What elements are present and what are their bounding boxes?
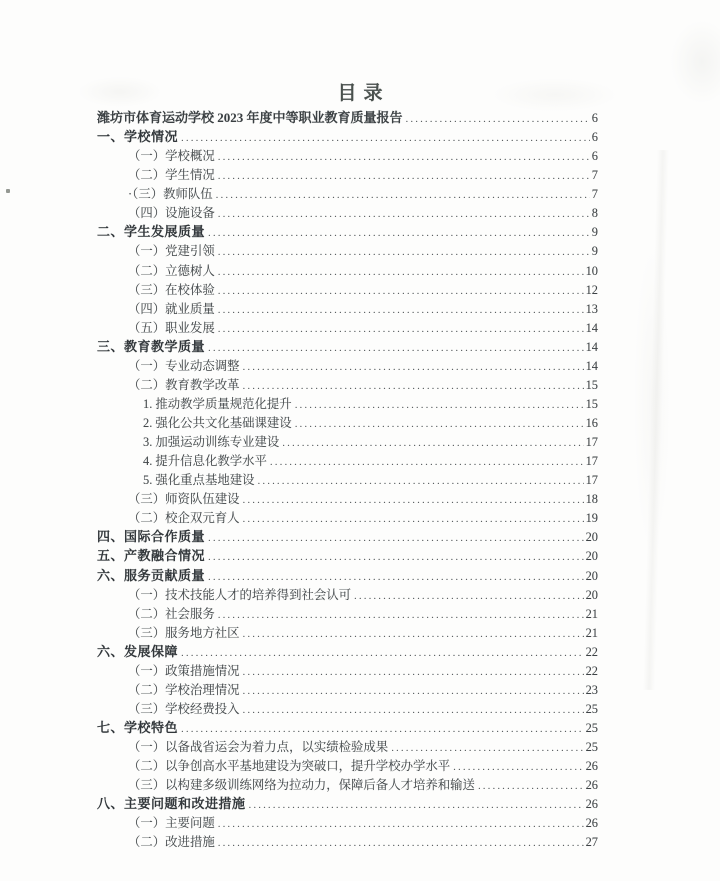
dot-leader	[243, 490, 584, 509]
toc-entry	[97, 776, 598, 795]
toc-entry	[97, 281, 598, 300]
toc-entry-page: 22	[585, 644, 598, 659]
toc-entry-label: （二）学校治理情况	[128, 682, 240, 697]
toc-entry-page: 13	[585, 301, 598, 316]
toc-entry-label: 四、国际合作质量	[97, 529, 206, 545]
toc-entry-label: （三）服务地方社区	[128, 625, 240, 640]
dot-leader	[243, 357, 584, 376]
toc-entry	[97, 738, 598, 757]
dot-leader	[218, 300, 584, 319]
toc-entry	[97, 242, 598, 261]
toc-entry	[97, 509, 598, 528]
toc-entry-page: 6	[591, 130, 598, 145]
dot-leader	[270, 452, 584, 471]
dot-leader	[243, 681, 584, 700]
toc-entry-page: 8	[591, 206, 598, 221]
dot-leader	[258, 471, 584, 490]
toc-entry	[97, 643, 598, 662]
dot-leader	[181, 719, 584, 738]
toc-entry	[97, 147, 598, 166]
toc-entry	[97, 166, 598, 185]
toc-entry-label: （二）社会服务	[128, 606, 215, 621]
toc-entry	[97, 757, 598, 776]
toc-entry-page: 26	[585, 797, 598, 812]
toc-entry-label: 2. 强化公共文化基础课建设	[143, 416, 292, 430]
dot-leader	[218, 166, 590, 185]
toc-entry-page: 14	[585, 339, 598, 354]
dot-leader	[218, 319, 584, 338]
dot-leader	[249, 795, 584, 814]
toc-entry-page: 26	[585, 816, 598, 831]
toc-entry-page: 17	[585, 435, 598, 450]
toc-entry-page: 6	[591, 111, 598, 125]
toc-entry	[97, 262, 598, 281]
toc-entry	[97, 490, 598, 509]
toc-entry-page: 25	[585, 740, 598, 755]
toc-entry	[97, 700, 598, 719]
toc-entry-page: 10	[585, 263, 598, 278]
toc-entry-page: 7	[591, 187, 598, 202]
toc-entry	[97, 681, 598, 700]
toc-entry-label: （五）职业发展	[128, 320, 215, 335]
toc-entry-label: （三）学校经费投入	[128, 701, 240, 716]
dot-leader	[243, 662, 584, 681]
toc-entry-label: 八、主要问题和改进措施	[97, 796, 246, 812]
toc-entry-label: （一）学校概况	[128, 149, 215, 164]
toc-entry-label: （一）专业动态调整	[128, 358, 240, 373]
toc-entry	[97, 814, 598, 833]
toc-entry	[97, 471, 598, 490]
toc-entry-label: 六、发展保障	[97, 643, 179, 659]
toc-entry-label: ·（三）教师队伍	[128, 187, 213, 202]
toc-entry-page: 27	[585, 835, 598, 850]
toc-entry-page: 9	[591, 244, 598, 259]
dot-leader	[391, 738, 583, 757]
toc-entry	[97, 414, 598, 433]
toc-entry	[97, 605, 598, 624]
dot-leader	[208, 567, 584, 586]
dot-leader	[181, 128, 590, 147]
dot-leader	[243, 509, 584, 528]
toc-entry-page: 23	[585, 682, 598, 697]
dot-leader	[218, 262, 584, 281]
dot-leader	[216, 185, 590, 204]
dot-leader	[354, 586, 584, 605]
toc-entry-label: （一）政策措施情况	[128, 663, 240, 678]
toc-entry	[97, 185, 598, 204]
toc-entry-label: 3. 加强运动训练专业建设	[143, 435, 280, 450]
toc-entry	[97, 452, 598, 471]
toc-entry-label: （二）校企双元育人	[128, 511, 240, 526]
toc-entry-label: （一）主要问题	[128, 816, 215, 831]
toc-entry-page: 20	[585, 549, 598, 564]
toc-entry-page: 14	[585, 358, 598, 373]
toc-entry-page: 26	[585, 759, 598, 774]
dot-leader	[295, 414, 584, 433]
dot-leader	[208, 547, 584, 566]
dot-leader	[218, 281, 584, 300]
dot-leader	[218, 814, 584, 833]
toc-entry-page: 17	[585, 473, 598, 488]
toc-entry-label: 潍坊市体育运动学校 2023 年度中等职业教育质量报告	[97, 110, 403, 125]
toc-entry	[97, 300, 598, 319]
dot-leader	[282, 433, 583, 452]
dot-leader	[243, 624, 584, 643]
toc-entry	[97, 204, 598, 223]
toc-title: 目录	[337, 83, 390, 104]
dot-leader	[478, 776, 584, 795]
toc-entry-label: 六、服务贡献质量	[97, 567, 206, 583]
toc-entry-page: 6	[591, 149, 598, 164]
toc-entry-page: 25	[585, 721, 598, 735]
dot-leader	[406, 109, 590, 128]
scan-crease-artifact	[643, 150, 669, 690]
toc-entry-label: （三）在校体验	[128, 282, 215, 297]
toc-entry	[97, 376, 598, 395]
dot-leader	[218, 242, 590, 261]
toc-entry-label: （三）师资队伍建设	[128, 492, 240, 507]
toc-entry-label: 5. 强化重点基地建设	[143, 473, 255, 488]
toc-entry-label: 4. 提升信息化教学水平	[143, 454, 267, 469]
toc-entry	[97, 433, 598, 452]
toc-entry-label: （二）教育教学改革	[128, 377, 240, 392]
toc-entry-label: （二）学生情况	[128, 168, 215, 183]
toc-entry-label: （一）以备战省运会为着力点，以实绩检验成果	[128, 740, 389, 755]
toc-entry-label: （二）以争创高水平基地建设为突破口，提升学校办学水平	[128, 759, 451, 774]
toc-entry	[97, 223, 598, 242]
toc-entry	[97, 567, 598, 586]
dot-leader	[218, 833, 584, 852]
toc-entry	[97, 719, 598, 738]
dot-leader	[243, 376, 584, 395]
toc-entry-page: 20	[585, 568, 598, 583]
toc-entry	[97, 586, 598, 605]
toc-entry	[97, 662, 598, 681]
toc-entry	[97, 395, 598, 414]
dot-leader	[243, 700, 584, 719]
toc-entry-page: 20	[585, 587, 598, 602]
toc-entry-page: 15	[585, 396, 598, 411]
dot-leader	[218, 204, 590, 223]
dot-leader	[453, 757, 583, 776]
toc-entry	[97, 624, 598, 643]
toc-entry-label: （一）党建引领	[128, 244, 215, 259]
toc-entry	[97, 128, 598, 147]
toc-entry	[97, 795, 598, 814]
toc-entry-page: 12	[585, 282, 598, 297]
toc-entry-page: 21	[585, 606, 598, 621]
toc-entry-label: （四）设施设备	[128, 206, 215, 221]
toc-entry-page: 21	[585, 625, 598, 640]
dot-leader	[218, 605, 584, 624]
toc-entry-label: （三）以构建多级训练网络为拉动力，保障后备人才培养和输送	[128, 778, 475, 793]
dot-leader	[208, 223, 590, 242]
toc-list	[97, 109, 598, 852]
toc-entry	[97, 109, 598, 128]
toc-entry-label: 七、学校特色	[97, 720, 179, 735]
toc-entry-page: 25	[585, 701, 598, 716]
toc-entry-page: 22	[585, 663, 598, 678]
toc-entry-page: 15	[585, 377, 598, 392]
toc-entry-label: （四）就业质量	[128, 301, 215, 316]
toc-entry-page: 20	[585, 530, 598, 545]
toc-entry-label: （一）技术技能人才的培养得到社会认可	[128, 587, 352, 602]
toc-entry-page: 16	[585, 416, 598, 430]
toc-entry	[97, 547, 598, 566]
dot-leader	[295, 395, 584, 414]
toc-entry-label: （二）立德树人	[128, 263, 215, 278]
toc-entry-label: （二）改进措施	[128, 835, 215, 850]
toc-entry-label: 二、学生发展质量	[97, 224, 206, 240]
toc-entry-label: 五、产教融合情况	[97, 548, 206, 564]
dot-leader	[208, 528, 584, 547]
dot-leader	[208, 338, 584, 357]
toc-entry-page: 9	[591, 225, 598, 240]
toc-entry-page: 17	[585, 454, 598, 469]
toc-entry-page: 19	[585, 511, 598, 526]
toc-entry-page: 26	[585, 778, 598, 793]
toc-entry-page: 7	[591, 168, 598, 183]
toc-entry	[97, 833, 598, 852]
toc-entry	[97, 319, 598, 338]
toc-entry-label: 一、学校情况	[97, 129, 179, 145]
toc-entry-page: 18	[585, 492, 598, 507]
toc-entry	[97, 338, 598, 357]
toc-entry	[97, 528, 598, 547]
dot-leader	[181, 643, 584, 662]
toc-entry	[97, 357, 598, 376]
toc-entry-page: 14	[585, 320, 598, 335]
scan-speck-artifact	[6, 189, 10, 193]
toc-entry-label: 1. 推动教学质量规范化提升	[143, 396, 292, 411]
dot-leader	[218, 147, 590, 166]
toc-entry-label: 三、教育教学质量	[97, 338, 206, 354]
